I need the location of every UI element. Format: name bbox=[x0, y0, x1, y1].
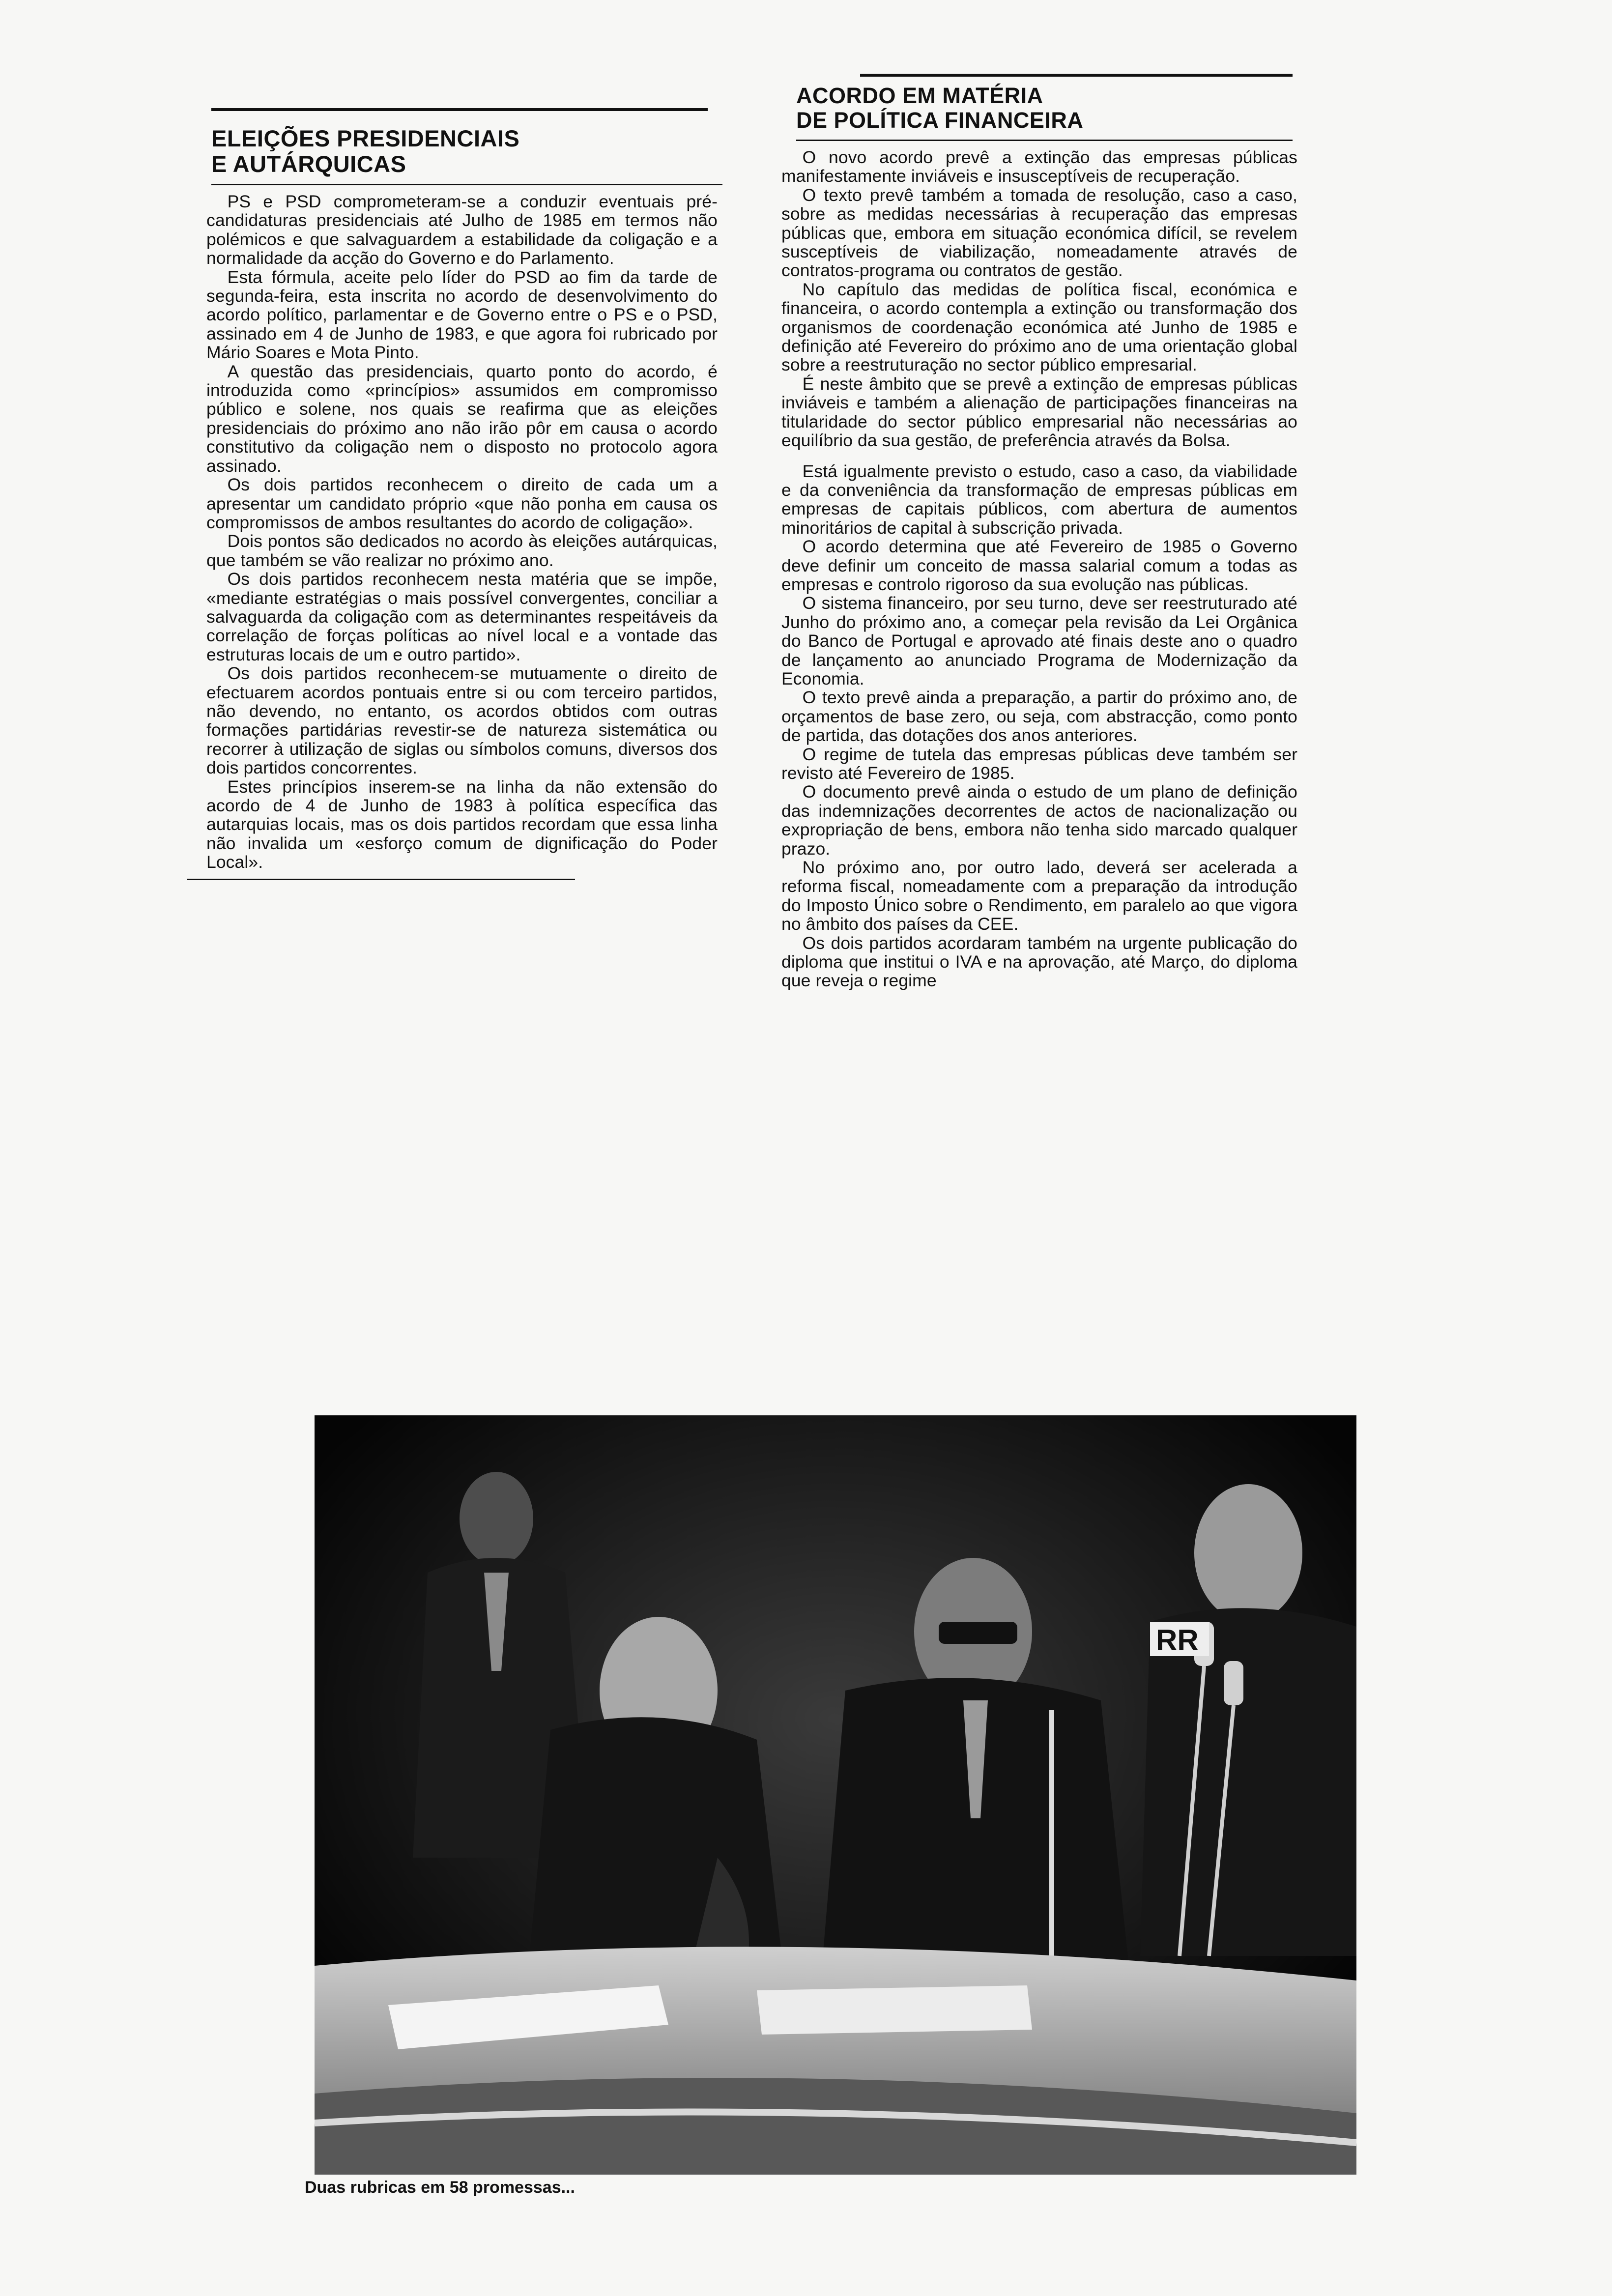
left-paragraph: PS e PSD comprometeram-se a conduzir eventuais pré-candidaturas presidenciais até Julho de 1985 em termos não polémicos e que salvaguardem a estabilidade da coligação e a normalidade da acção do Governo e do Parlamento. bbox=[206, 192, 718, 268]
right-article-body bbox=[781, 148, 1297, 990]
right-paragraph: É neste âmbito que se prevê a extinção de empresas públicas inviáveis e também a alienação de participações financeiras na titularidade do sector público empresarial não necessárias ao equilíbrio da sua gestão, de preferência através da Bolsa. bbox=[781, 373, 1297, 451]
left-paragraph: A questão das presidenciais, quarto ponto do acordo, é introduzida como «princípios» assumidos em compromisso público e solene, nos quais se reafirma que as eleições presidenciais do próximo ano não irão pôr em causa o acordo constitutivo da coligação nem o disposto no protocolo agora assinado. bbox=[206, 361, 718, 476]
signing-photo-illustration bbox=[315, 1415, 1356, 2175]
right-paragraph: O texto prevê ainda a preparação, a partir do próximo ano, de orçamentos de base zero, ou seja, com abstracção, como ponto de partida, das dotações dos anos anteriores. bbox=[781, 688, 1297, 746]
right-paragraph: O sistema financeiro, por seu turno, deve ser reestruturado até Junho do próximo ano, a começar pela revisão da Lei Orgânica do Banco de Portugal e aprovado até finais deste ano o quadro de lançamento ao anunciado Programa de Modernização da Economia. bbox=[781, 593, 1297, 689]
left-paragraph: Estes princípios inserem-se na linha da não extensão do acordo de 4 de Junho de 1983 à política específica das autarquias locais, mas os dois partidos recordam que essa linha não invalida um «esforço comum de dignificação do Poder Local». bbox=[206, 776, 718, 872]
left-article-body bbox=[206, 192, 718, 872]
left-paragraph: Os dois partidos reconhecem nesta matéria que se impõe, «mediante estratégias o mais possível convergentes, conciliar a salvaguarda da coligação com as determinantes respeitáveis da correlação de forças políticas ao nível local e a vontade das estruturas locais de um e outro partido». bbox=[206, 569, 718, 664]
photo-caption: Duas rubricas em 58 promessas... bbox=[305, 2178, 575, 2197]
right-man-head bbox=[1194, 1484, 1302, 1622]
right-paragraph: O texto prevê também a tomada de resolução, caso a caso, sobre as medidas necessárias à recuperação das empresas públicas que, embora em situação económica difícil, se revelem susceptíveis de viabilização, nomeadamente através de contratos-programa ou contratos de gestão. bbox=[781, 185, 1297, 281]
right-paragraph: O novo acordo prevê a extinção das empresas públicas manifestamente inviáveis e insusceptíveis de recuperação. bbox=[781, 147, 1297, 186]
right-article bbox=[752, 74, 1297, 990]
left-title-line-1: ELEIÇÕES PRESIDENCIAIS bbox=[211, 125, 520, 151]
left-article bbox=[187, 108, 718, 880]
right-paragraph: Está igualmente previsto o estudo, caso a caso, da viabilidade e da conveniência da transformação de empresas públicas em empresas de capitais públicos, com abertura de aumentos minoritários de capital à subscrição privada. bbox=[781, 461, 1297, 538]
left-paragraph: Dois pontos são dedicados no acordo às eleições autárquicas, que também se vão realizar no próximo ano. bbox=[206, 531, 718, 570]
left-paragraph: Os dois partidos reconhecem o direito de cada um a apresentar um candidato próprio «que não ponha em causa os compromissos de ambos resultantes do acordo de coligação». bbox=[206, 475, 718, 532]
left-title-rule bbox=[211, 184, 722, 185]
left-paragraph: Os dois partidos reconhecem-se mutuamente o direito de efectuarem acordos pontuais entre si ou com terceiro partidos, não devendo, no entanto, os acordos obtidos com outras formações partidárias revestir-se de natureza sistemática ou recorrer à utilização de siglas ou símbolos comuns, diversos dos dois partidos concorrentes. bbox=[206, 663, 718, 778]
right-man-body bbox=[1140, 1608, 1356, 1956]
microphone bbox=[1224, 1661, 1243, 1705]
right-title-line-2: DE POLÍTICA FINANCEIRA bbox=[796, 108, 1084, 133]
left-top-rule bbox=[211, 108, 708, 111]
right-paragraph: O regime de tutela das empresas públicas deve também ser revisto até Fevereiro de 1985. bbox=[781, 744, 1297, 783]
right-article-title bbox=[796, 84, 1297, 133]
left-title-line-2: E AUTÁRQUICAS bbox=[211, 151, 406, 177]
document-sheet bbox=[757, 1985, 1032, 2035]
left-article-title bbox=[211, 126, 718, 177]
right-paragraph: Os dois partidos acordaram também na urgente publicação do diploma que institui o IVA e na aprovação, até Março, do diploma que reveja o regime bbox=[781, 933, 1297, 991]
right-title-rule bbox=[796, 140, 1293, 141]
left-bottom-rule bbox=[187, 879, 575, 880]
left-paragraph: Esta fórmula, aceite pelo líder do PSD ao fim da tarde de segunda-feira, esta inscrita no acordo de desenvolvimento do acordo político, parlamentar e de Governo entre o PS e o PSD, assinado em 4 de Junho de 1983, e que agora foi rubricado por Mário Soares e Mota Pinto. bbox=[206, 267, 718, 363]
microphone-label: RR bbox=[1156, 1624, 1199, 1657]
right-title-line-1: ACORDO EM MATÉRIA bbox=[796, 83, 1043, 108]
right-paragraph: O documento prevê ainda o estudo de um plano de definição das indemnizações decorrentes de actos de nacionalização ou expropriação de bens, embora não tenha sido marcado qualquer prazo. bbox=[781, 782, 1297, 859]
background-man-head bbox=[460, 1472, 533, 1565]
signing-photo bbox=[315, 1415, 1356, 2175]
right-top-rule bbox=[860, 74, 1293, 77]
right-paragraph: O acordo determina que até Fevereiro de 1985 o Governo deve definir um conceito de massa salarial comum a todas as empresas e controlo rigoroso da sua evolução nas públicas. bbox=[781, 537, 1297, 594]
right-signer-glasses bbox=[939, 1622, 1017, 1644]
right-paragraph: No capítulo das medidas de política fiscal, económica e financeira, o acordo contempla a extinção ou transformação dos organismos de coordenação económica até Junho de 1985 e definição até Fevereiro do próximo ano de uma orientação global sobre a reestruturação no sector público empresarial. bbox=[781, 279, 1297, 375]
right-paragraph: No próximo ano, por outro lado, deverá ser acelerada a reforma fiscal, nomeadamente com a preparação da introdução do Imposto Único sobre o Rendimento, em paralelo ao que vigora no âmbito dos países da CEE. bbox=[781, 858, 1297, 934]
